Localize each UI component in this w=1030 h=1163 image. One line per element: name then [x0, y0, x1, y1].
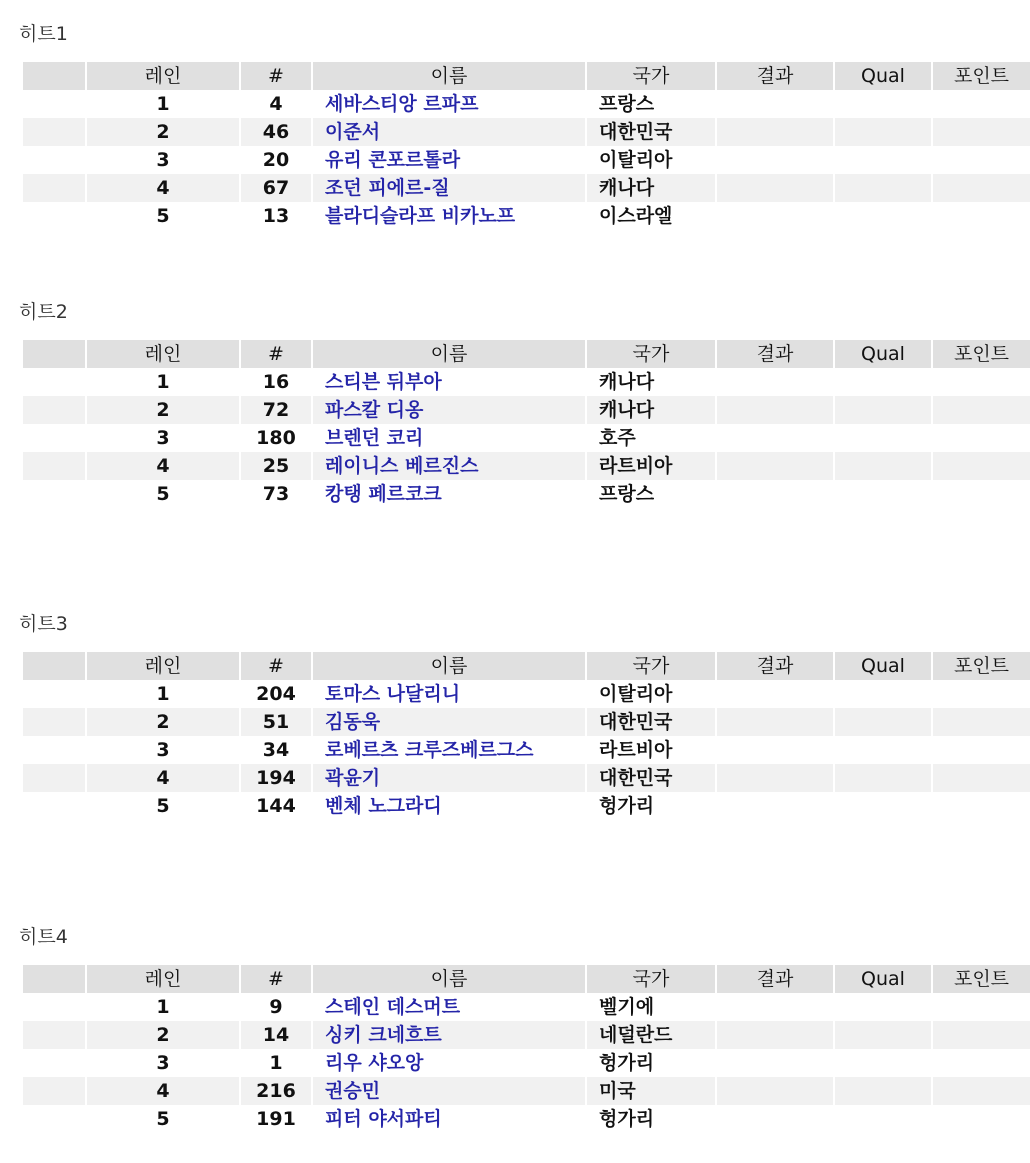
result-cell [716, 1077, 834, 1105]
lane-cell: 5 [86, 202, 240, 230]
country-cell: 프랑스 [586, 90, 716, 118]
athlete-name-link[interactable]: 김동욱 [325, 711, 381, 733]
country-cell: 대한민국 [586, 708, 716, 736]
row-blank-cell [23, 452, 86, 480]
result-cell [716, 90, 834, 118]
qual-cell [834, 708, 932, 736]
qual-cell [834, 146, 932, 174]
table-row [23, 146, 1030, 174]
lane-cell: 3 [86, 146, 240, 174]
header-qual: Qual [834, 340, 932, 368]
country-cell: 대한민국 [586, 764, 716, 792]
heat-rows [23, 680, 1030, 820]
country-cell: 헝가리 [586, 1105, 716, 1133]
header-points: 포인트 [932, 340, 1030, 368]
row-blank-cell [23, 118, 86, 146]
points-cell [932, 202, 1030, 230]
lane-cell: 5 [86, 480, 240, 508]
header-blank [23, 340, 86, 368]
table-row [23, 1105, 1030, 1133]
name-cell [312, 396, 586, 424]
country-cell: 이탈리아 [586, 146, 716, 174]
lane-cell: 2 [86, 396, 240, 424]
header-lane: 레인 [86, 62, 240, 90]
table-row [23, 202, 1030, 230]
lane-cell: 1 [86, 368, 240, 396]
heat-rows [23, 993, 1030, 1133]
header-qual: Qual [834, 652, 932, 680]
country-cell: 캐나다 [586, 396, 716, 424]
points-cell [932, 368, 1030, 396]
points-cell [932, 396, 1030, 424]
athlete-name-link[interactable]: 권승민 [325, 1080, 381, 1102]
result-cell [716, 146, 834, 174]
name-cell [312, 118, 586, 146]
athlete-name-link[interactable]: 세바스티앙 르파프 [325, 93, 479, 115]
row-blank-cell [23, 1105, 86, 1133]
table-row [23, 1021, 1030, 1049]
athlete-name-link[interactable]: 브렌던 코리 [325, 427, 424, 449]
points-cell [932, 736, 1030, 764]
number-cell: 72 [240, 396, 312, 424]
athlete-name-link[interactable]: 리우 샤오앙 [325, 1052, 424, 1074]
table-row [23, 1049, 1030, 1077]
result-cell [716, 396, 834, 424]
athlete-name-link[interactable]: 조던 피에르-질 [325, 177, 450, 199]
name-cell [312, 368, 586, 396]
athlete-name-link[interactable]: 이준서 [325, 121, 381, 143]
lane-cell: 5 [86, 1105, 240, 1133]
header-lane: 레인 [86, 652, 240, 680]
header-result: 결과 [716, 62, 834, 90]
qual-cell [834, 480, 932, 508]
qual-cell [834, 424, 932, 452]
heat-table [23, 652, 1030, 820]
table-row [23, 792, 1030, 820]
qual-cell [834, 680, 932, 708]
country-cell: 네덜란드 [586, 1021, 716, 1049]
points-cell [932, 452, 1030, 480]
header-points: 포인트 [932, 965, 1030, 993]
lane-cell: 4 [86, 174, 240, 202]
heat-title: 히트2 [19, 301, 68, 323]
table-row [23, 174, 1030, 202]
points-cell [932, 480, 1030, 508]
row-blank-cell [23, 708, 86, 736]
name-cell [312, 708, 586, 736]
result-cell [716, 202, 834, 230]
points-cell [932, 146, 1030, 174]
row-blank-cell [23, 993, 86, 1021]
header-name: 이름 [312, 62, 586, 90]
lane-cell: 1 [86, 90, 240, 118]
number-cell: 20 [240, 146, 312, 174]
table-row [23, 452, 1030, 480]
lane-cell: 3 [86, 424, 240, 452]
result-cell [716, 792, 834, 820]
lane-cell: 3 [86, 1049, 240, 1077]
country-cell: 헝가리 [586, 1049, 716, 1077]
qual-cell [834, 764, 932, 792]
athlete-name-link[interactable]: 싱키 크네흐트 [325, 1024, 442, 1046]
athlete-name-link[interactable]: 스테인 데스머트 [325, 996, 461, 1018]
points-cell [932, 792, 1030, 820]
qual-cell [834, 368, 932, 396]
header-result: 결과 [716, 652, 834, 680]
result-cell [716, 1021, 834, 1049]
table-row [23, 1077, 1030, 1105]
table-row [23, 764, 1030, 792]
athlete-name-link[interactable]: 캉탱 페르코크 [325, 483, 442, 505]
header-number: # [240, 965, 312, 993]
table-row [23, 736, 1030, 764]
lane-cell: 3 [86, 736, 240, 764]
table-row [23, 680, 1030, 708]
heat-table [23, 965, 1030, 1133]
table-row [23, 368, 1030, 396]
country-cell: 헝가리 [586, 792, 716, 820]
result-cell [716, 1105, 834, 1133]
result-cell [716, 736, 834, 764]
athlete-name-link[interactable]: 벤체 노그라디 [325, 795, 442, 817]
heat-rows [23, 368, 1030, 508]
row-blank-cell [23, 90, 86, 118]
heat-title: 히트3 [19, 613, 68, 635]
name-cell [312, 1077, 586, 1105]
points-cell [932, 90, 1030, 118]
qual-cell [834, 1077, 932, 1105]
country-cell: 벨기에 [586, 993, 716, 1021]
lane-cell: 4 [86, 452, 240, 480]
qual-cell [834, 1105, 932, 1133]
row-blank-cell [23, 1049, 86, 1077]
heat-table [23, 340, 1030, 508]
heat-title: 히트4 [19, 926, 68, 948]
name-cell [312, 1105, 586, 1133]
lane-cell: 5 [86, 792, 240, 820]
name-cell [312, 736, 586, 764]
number-cell: 25 [240, 452, 312, 480]
name-cell [312, 1021, 586, 1049]
qual-cell [834, 792, 932, 820]
result-cell [716, 174, 834, 202]
number-cell: 144 [240, 792, 312, 820]
table-row [23, 396, 1030, 424]
row-blank-cell [23, 1077, 86, 1105]
athlete-name-link[interactable]: 곽윤기 [325, 767, 381, 789]
points-cell [932, 993, 1030, 1021]
header-blank [23, 62, 86, 90]
number-cell: 51 [240, 708, 312, 736]
row-blank-cell [23, 680, 86, 708]
number-cell: 194 [240, 764, 312, 792]
country-cell: 대한민국 [586, 118, 716, 146]
result-cell [716, 680, 834, 708]
country-cell: 호주 [586, 424, 716, 452]
name-cell [312, 1049, 586, 1077]
points-cell [932, 1049, 1030, 1077]
qual-cell [834, 202, 932, 230]
country-cell: 캐나다 [586, 368, 716, 396]
header-row [23, 652, 1030, 680]
lane-cell: 4 [86, 764, 240, 792]
points-cell [932, 680, 1030, 708]
row-blank-cell [23, 146, 86, 174]
result-cell [716, 452, 834, 480]
heat-table [23, 62, 1030, 230]
points-cell [932, 174, 1030, 202]
row-blank-cell [23, 1021, 86, 1049]
number-cell: 46 [240, 118, 312, 146]
qual-cell [834, 174, 932, 202]
number-cell: 13 [240, 202, 312, 230]
number-cell: 180 [240, 424, 312, 452]
result-cell [716, 118, 834, 146]
country-cell: 라트비아 [586, 452, 716, 480]
header-points: 포인트 [932, 62, 1030, 90]
points-cell [932, 1105, 1030, 1133]
points-cell [932, 424, 1030, 452]
athlete-name-link[interactable]: 파스칼 디옹 [325, 399, 424, 421]
result-cell [716, 1049, 834, 1077]
header-lane: 레인 [86, 965, 240, 993]
table-row [23, 993, 1030, 1021]
header-country: 국가 [586, 340, 716, 368]
qual-cell [834, 396, 932, 424]
header-result: 결과 [716, 340, 834, 368]
name-cell [312, 480, 586, 508]
number-cell: 4 [240, 90, 312, 118]
name-cell [312, 792, 586, 820]
result-cell [716, 368, 834, 396]
athlete-name-link[interactable]: 유리 콘포르톨라 [325, 149, 461, 171]
athlete-name-link[interactable]: 로베르츠 크루즈베르그스 [325, 739, 534, 761]
row-blank-cell [23, 174, 86, 202]
table-row [23, 118, 1030, 146]
header-row [23, 965, 1030, 993]
qual-cell [834, 736, 932, 764]
header-name: 이름 [312, 965, 586, 993]
name-cell [312, 202, 586, 230]
country-cell: 이스라엘 [586, 202, 716, 230]
athlete-name-link[interactable]: 블라디슬라프 비카노프 [325, 205, 516, 227]
athlete-name-link[interactable]: 레이니스 베르진스 [325, 455, 479, 477]
header-country: 국가 [586, 652, 716, 680]
header-number: # [240, 62, 312, 90]
lane-cell: 2 [86, 1021, 240, 1049]
header-name: 이름 [312, 340, 586, 368]
qual-cell [834, 1049, 932, 1077]
athlete-name-link[interactable]: 스티븐 뒤부아 [325, 371, 442, 393]
country-cell: 프랑스 [586, 480, 716, 508]
header-number: # [240, 340, 312, 368]
lane-cell: 4 [86, 1077, 240, 1105]
name-cell [312, 993, 586, 1021]
table-row [23, 708, 1030, 736]
athlete-name-link[interactable]: 피터 야서파티 [325, 1108, 442, 1130]
header-result: 결과 [716, 965, 834, 993]
result-cell [716, 708, 834, 736]
header-name: 이름 [312, 652, 586, 680]
result-cell [716, 424, 834, 452]
number-cell: 73 [240, 480, 312, 508]
lane-cell: 1 [86, 993, 240, 1021]
header-qual: Qual [834, 62, 932, 90]
table-row [23, 480, 1030, 508]
header-row [23, 340, 1030, 368]
result-cell [716, 480, 834, 508]
lane-cell: 2 [86, 708, 240, 736]
header-qual: Qual [834, 965, 932, 993]
row-blank-cell [23, 396, 86, 424]
number-cell: 14 [240, 1021, 312, 1049]
number-cell: 204 [240, 680, 312, 708]
row-blank-cell [23, 368, 86, 396]
country-cell: 캐나다 [586, 174, 716, 202]
name-cell [312, 174, 586, 202]
name-cell [312, 424, 586, 452]
header-points: 포인트 [932, 652, 1030, 680]
heat-rows [23, 90, 1030, 230]
header-number: # [240, 652, 312, 680]
row-blank-cell [23, 764, 86, 792]
qual-cell [834, 1021, 932, 1049]
header-country: 국가 [586, 62, 716, 90]
number-cell: 1 [240, 1049, 312, 1077]
number-cell: 16 [240, 368, 312, 396]
points-cell [932, 118, 1030, 146]
name-cell [312, 764, 586, 792]
table-row [23, 424, 1030, 452]
header-blank [23, 965, 86, 993]
header-row [23, 62, 1030, 90]
name-cell [312, 452, 586, 480]
name-cell [312, 90, 586, 118]
qual-cell [834, 118, 932, 146]
row-blank-cell [23, 736, 86, 764]
number-cell: 34 [240, 736, 312, 764]
points-cell [932, 764, 1030, 792]
name-cell [312, 146, 586, 174]
result-cell [716, 764, 834, 792]
name-cell [312, 680, 586, 708]
qual-cell [834, 90, 932, 118]
header-lane: 레인 [86, 340, 240, 368]
header-blank [23, 652, 86, 680]
table-row [23, 90, 1030, 118]
heat-title: 히트1 [19, 23, 68, 45]
header-country: 국가 [586, 965, 716, 993]
result-cell [716, 993, 834, 1021]
points-cell [932, 1021, 1030, 1049]
row-blank-cell [23, 480, 86, 508]
points-cell [932, 708, 1030, 736]
lane-cell: 2 [86, 118, 240, 146]
qual-cell [834, 452, 932, 480]
row-blank-cell [23, 202, 86, 230]
country-cell: 라트비아 [586, 736, 716, 764]
number-cell: 191 [240, 1105, 312, 1133]
row-blank-cell [23, 424, 86, 452]
points-cell [932, 1077, 1030, 1105]
country-cell: 이탈리아 [586, 680, 716, 708]
row-blank-cell [23, 792, 86, 820]
country-cell: 미국 [586, 1077, 716, 1105]
athlete-name-link[interactable]: 토마스 나달리니 [325, 683, 461, 705]
lane-cell: 1 [86, 680, 240, 708]
number-cell: 216 [240, 1077, 312, 1105]
number-cell: 9 [240, 993, 312, 1021]
number-cell: 67 [240, 174, 312, 202]
qual-cell [834, 993, 932, 1021]
